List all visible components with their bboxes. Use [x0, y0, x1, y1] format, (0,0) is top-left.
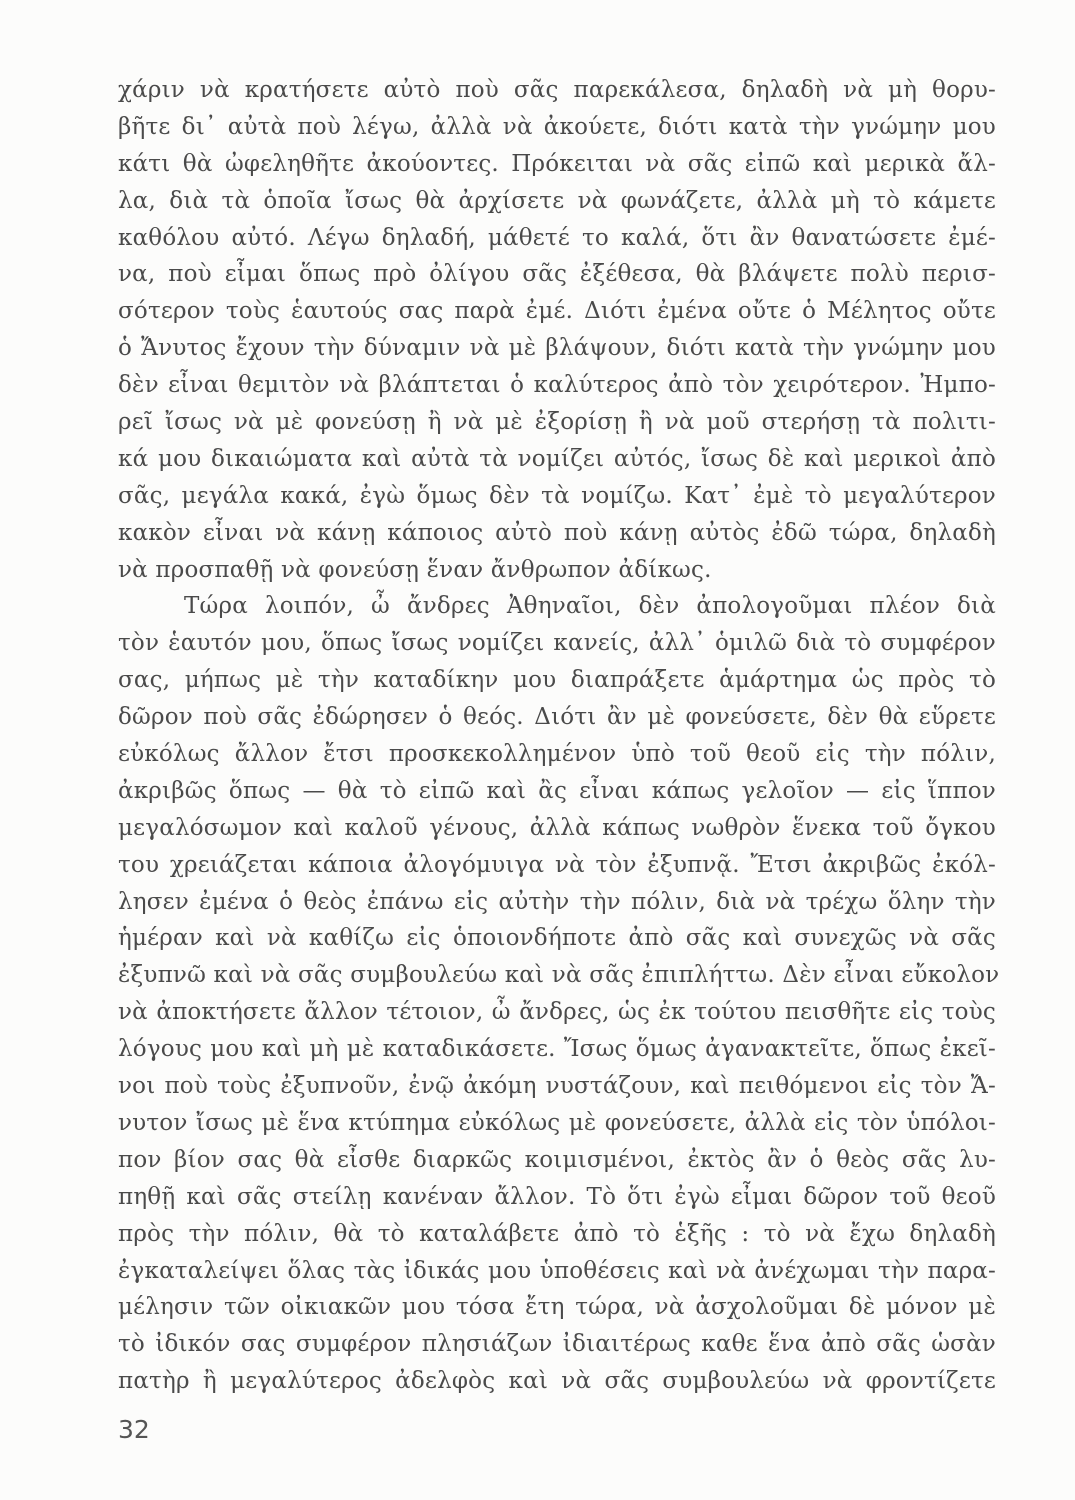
text-line: να, ποὺ εἶμαι ὅπως πρὸ ὀλίγου σᾶς ἐξέθεσα, θὰ βλάψετε πολὺ περισ-: [118, 261, 996, 288]
text-line: καθόλου αὐτό. Λέγω δηλαδή, μάθετέ το καλά, ὅτι ἂν θανατώσετε ἐμέ-: [118, 224, 996, 251]
text-line: χάριν νὰ κρατήσετε αὐτὸ ποὺ σᾶς παρεκάλεσα, δηλαδὴ νὰ μὴ θορυ-: [118, 77, 996, 103]
text-line: πρὸς τὴν πόλιν, θὰ τὸ καταλάβετε ἀπὸ τὸ ἑξῆς : τὸ νὰ ἔχω δηλαδὴ: [118, 1220, 996, 1247]
text-line: σότερον τοὺς ἑαυτούς σας παρὰ ἐμέ. Διότι ἐμένα οὔτε ὁ Μέλητος οὔτε: [118, 298, 996, 325]
text-line: νὰ προσπαθῇ νὰ φονεύσῃ ἕναν ἄνθρωπον ἀδίκως.: [118, 556, 712, 583]
text-line: μέλησιν τῶν οἰκιακῶν μου τόσα ἔτη τώρα, νὰ ἀσχολοῦμαι δὲ μόνον μὲ: [118, 1294, 996, 1321]
text-line: σας, μήπως μὲ τὴν καταδίκην μου διαπράξετε ἁμάρτημα ὡς πρὸς τὸ: [118, 667, 996, 694]
text-line: λησεν ἐμένα ὁ θεὸς ἐπάνω εἰς αὐτὴν τὴν πόλιν, διὰ νὰ τρέχω ὅλην τὴν: [118, 888, 996, 915]
text-line: κακὸν εἶναι νὰ κάνῃ κάποιος αὐτὸ ποὺ κάνῃ αὐτὸς ἐδῶ τώρα, δηλαδὴ: [118, 519, 996, 546]
text-line: του χρειάζεται κάποια ἀλογόμυιγα νὰ τὸν ἐξυπνᾷ. Ἔτσι ἀκριβῶς ἐκόλ-: [118, 851, 996, 878]
text-line: νυτον ἴσως μὲ ἕνα κτύπημα εὐκόλως μὲ φονεύσετε, ἀλλὰ εἰς τὸν ὑπόλοι-: [118, 1109, 996, 1136]
text-line: νὰ ἀποκτήσετε ἄλλον τέτοιον, ὦ ἄνδρες, ὡς ἐκ τούτου πεισθῆτε εἰς τοὺς: [118, 999, 996, 1026]
text-line: κάτι θὰ ὠφεληθῆτε ἀκούοντες. Πρόκειται νὰ σᾶς εἰπῶ καὶ μερικὰ ἄλ-: [118, 150, 996, 177]
text-line: κά μου δικαιώματα καὶ αὐτὰ τὰ νομίζει αὐτός, ἴσως δὲ καὶ μερικοὶ ἀπὸ: [118, 445, 996, 472]
text-line: ρεῖ ἴσως νὰ μὲ φονεύσῃ ἢ νὰ μὲ ἐξορίσῃ ἢ νὰ μοῦ στερήσῃ τὰ πολιτι-: [118, 409, 996, 436]
text-line: εὐκόλως ἄλλον ἔτσι προσκεκολλημένον ὑπὸ τοῦ θεοῦ εἰς τὴν πόλιν,: [118, 741, 996, 768]
text-line: τὸ ἰδικόν σας συμφέρον πλησιάζων ἰδιαιτέρως καθε ἕνα ἀπὸ σᾶς ὡσὰν: [118, 1331, 996, 1358]
paragraph-start-line: Τώρα λοιπόν, ὦ ἄνδρες Ἀθηναῖοι, δὲν ἀπολογοῦμαι πλέον διὰ: [184, 593, 996, 620]
text-line: ἡμέραν καὶ νὰ καθίζω εἰς ὁποιονδήποτε ἀπὸ σᾶς καὶ συνεχῶς νὰ σᾶς: [118, 925, 996, 952]
text-line: πατὴρ ἢ μεγαλύτερος ἀδελφὸς καὶ νὰ σᾶς συμβουλεύω νὰ φροντίζετε: [118, 1368, 996, 1395]
text-line: ὁ Ἄνυτος ἔχουν τὴν δύναμιν νὰ μὲ βλάψουν, διότι κατὰ τὴν γνώμην μου: [118, 335, 996, 362]
text-line: ἐξυπνῶ καὶ νὰ σᾶς συμβουλεύω καὶ νὰ σᾶς ἐπιπλήττω. Δὲν εἶναι εὔκολον: [118, 962, 1000, 989]
text-line: μεγαλόσωμον καὶ καλοῦ γένους, ἀλλὰ κάπως νωθρὸν ἕνεκα τοῦ ὄγκου: [118, 814, 996, 841]
text-line: πον βίον σας θὰ εἶσθε διαρκῶς κοιμισμένοι, ἐκτὸς ἂν ὁ θεὸς σᾶς λυ-: [118, 1146, 996, 1173]
text-line: λόγους μου καὶ μὴ μὲ καταδικάσετε. Ἴσως ὅμως ἀγανακτεῖτε, ὅπως ἐκεῖ-: [118, 1036, 996, 1063]
text-line: ἀκριβῶς ὅπως — θὰ τὸ εἰπῶ καὶ ἂς εἶναι κάπως γελοῖον — εἰς ἵππον: [118, 777, 996, 804]
body-text: [118, 72, 1000, 1400]
text-line: τὸν ἑαυτόν μου, ὅπως ἴσως νομίζει κανείς, ἀλλ᾿ ὁμιλῶ διὰ τὸ συμφέρον: [118, 630, 996, 657]
text-line: σᾶς, μεγάλα κακά, ἐγὼ ὅμως δὲν τὰ νομίζω. Κατ᾿ ἐμὲ τὸ μεγαλύτερον: [118, 482, 996, 509]
text-line: ἐγκαταλείψει ὅλας τὰς ἰδικάς μου ὑποθέσεις καὶ νὰ ἀνέχωμαι τὴν παρα-: [118, 1257, 996, 1284]
text-line: βῆτε δι᾿ αὐτὰ ποὺ λέγω, ἀλλὰ νὰ ἀκούετε, διότι κατὰ τὴν γνώμην μου: [118, 113, 996, 140]
text-line: λα, διὰ τὰ ὁποῖα ἴσως θὰ ἀρχίσετε νὰ φωνάζετε, ἀλλὰ μὴ τὸ κάμετε: [118, 187, 996, 214]
text-line: δὲν εἶναι θεμιτὸν νὰ βλάπτεται ὁ καλύτερος ἀπὸ τὸν χειρότερον. Ἠμπο-: [118, 372, 996, 399]
text-line: δῶρον ποὺ σᾶς ἐδώρησεν ὁ θεός. Διότι ἂν μὲ φονεύσετε, δὲν θὰ εὕρετε: [118, 704, 996, 731]
page-number: 32: [118, 1415, 150, 1444]
text-line: νοι ποὺ τοὺς ἐξυπνοῦν, ἐνῷ ἀκόμη νυστάζουν, καὶ πειθόμενοι εἰς τὸν Ἄ-: [118, 1073, 996, 1100]
text-line: πηθῇ καὶ σᾶς στείλῃ κανέναν ἄλλον. Τὸ ὅτι ἐγὼ εἶμαι δῶρον τοῦ θεοῦ: [118, 1183, 996, 1210]
